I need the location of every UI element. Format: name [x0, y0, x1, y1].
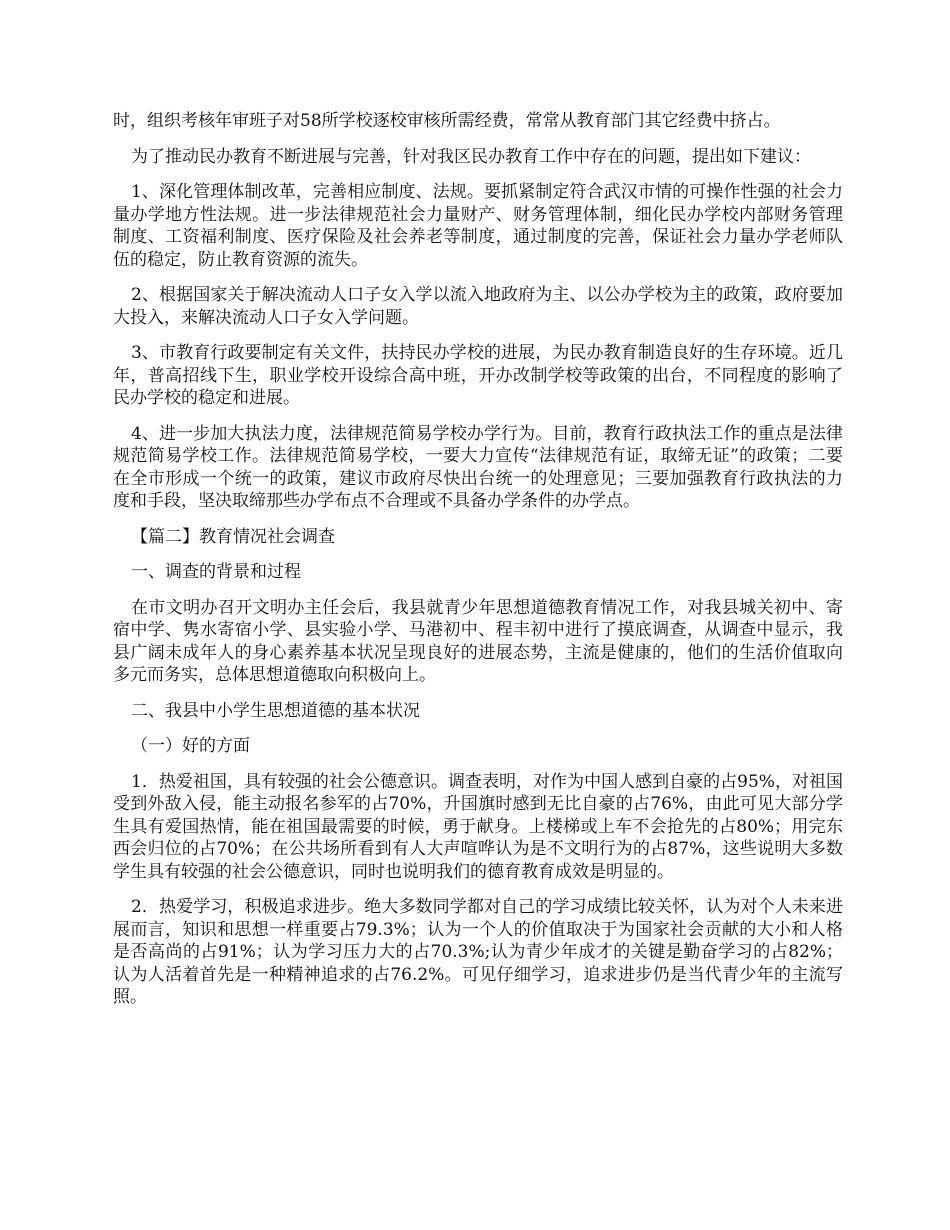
section-heading-part-two: 【篇二】教育情况社会调查: [131, 526, 335, 547]
subheading-good-aspects: （一）好的方面: [131, 736, 250, 756]
paragraph-background: 在市文明办召开文明办主任会后，我县就青少年思想道德教育情况工作，对我县城关初中、寄宿中学、隽水寄宿小学、县实验小学、马港初中、程丰初中进行了摸底调查，从调查中显示，我县广阔未成年人的身心素养基本状况呈现良好的进展态势，主流是健康的，他们的生活价值取向多元而务实，总体思想道德取向积极向上。: [113, 597, 843, 685]
paragraph-learning: 2．热爱学习，积极追求进步。绝大多数同学都对自己的学习成绩比较关怀，认为对个人未来进展而言，知识和思想一样重要占79.3%；认为一个人的价值取决于为国家社会贡献的大小和人格是否高尚的占91%；认为学习压力大的占70.3%;认为青少年成才的关键是勤奋学习的占82%；认为人活着首先是一种精神追求的占76.2%。可见仔细学习，追求进步仍是当代青少年的主流写照。: [113, 897, 843, 1007]
paragraph-proposal-2: 2、根据国家关于解决流动人口子女入学以流入地政府为主、以公办学校为主的政策，政府要加大投入，来解决流动人口子女入学问题。: [113, 285, 843, 328]
paragraph-proposal-3: 3、市教育行政要制定有关文件，扶持民办学校的进展，为民办教育制造良好的生存环境。近几年，普高招线下生，职业学校开设综合高中班，开办改制学校等政策的出台，不同程度的影响了民办学校的稳定和进展。: [113, 343, 843, 408]
paragraph-continued: 时，组织考核年审班子对58所学校逐校审核所需经费，常常从教育部门其它经费中挤占。: [113, 111, 781, 131]
paragraph-proposal-4: 4、进一步加大执法力度，法律规范简易学校办学行为。目前，教育行政执法工作的重点是法律规范简易学校工作。法律规范简易学校，一要大力宣传“法律规范有证，取缔无证”的政策；二要在全市形成一个统一的政策，建议市政府尽快出台统一的处理意见；三要加强教育行政执法的力度和手段，坚决取缔那些办学布点不合理或不具备办学条件的办学点。: [113, 423, 843, 511]
subheading-status: 二、我县中小学生思想道德的基本状况: [131, 700, 420, 721]
document-body: [113, 110, 843, 1022]
paragraph-patriotism: 1．热爱祖国，具有较强的社会公德意识。调查表明，对作为中国人感到自豪的占95%，对祖国受到外敌入侵，能主动报名参军的占70%，升国旗时感到无比自豪的占76%，由此可见大部分学生具有爱国热情，能在祖国最需要的时候，勇于献身。上楼梯或上车不会抢先的占80%；用完东西会归位的占70%；在公共场所看到有人大声喧哗认为是不文明行为的占87%，这些说明大多数学生具有较强的社会公德意识，同时也说明我们的德育教育成效是明显的。: [113, 771, 843, 882]
subheading-background: 一、调查的背景和过程: [131, 562, 301, 582]
paragraph-proposal-1: 1、深化管理体制改革，完善相应制度、法规。要抓紧制定符合武汉市情的可操作性强的社会力量办学地方性法规。进一步法律规范社会力量财产、财务管理体制，细化民办学校内部财务管理制度、工资福利制度、医疗保险及社会养老等制度，通过制度的完善，保证社会力量办学老师队伍的稳定，防止教育资源的流失。: [113, 182, 843, 270]
paragraph-proposal-intro: 为了推动民办教育不断进展与完善，针对我区民办教育工作中存在的问题，提出如下建议：: [131, 146, 811, 167]
